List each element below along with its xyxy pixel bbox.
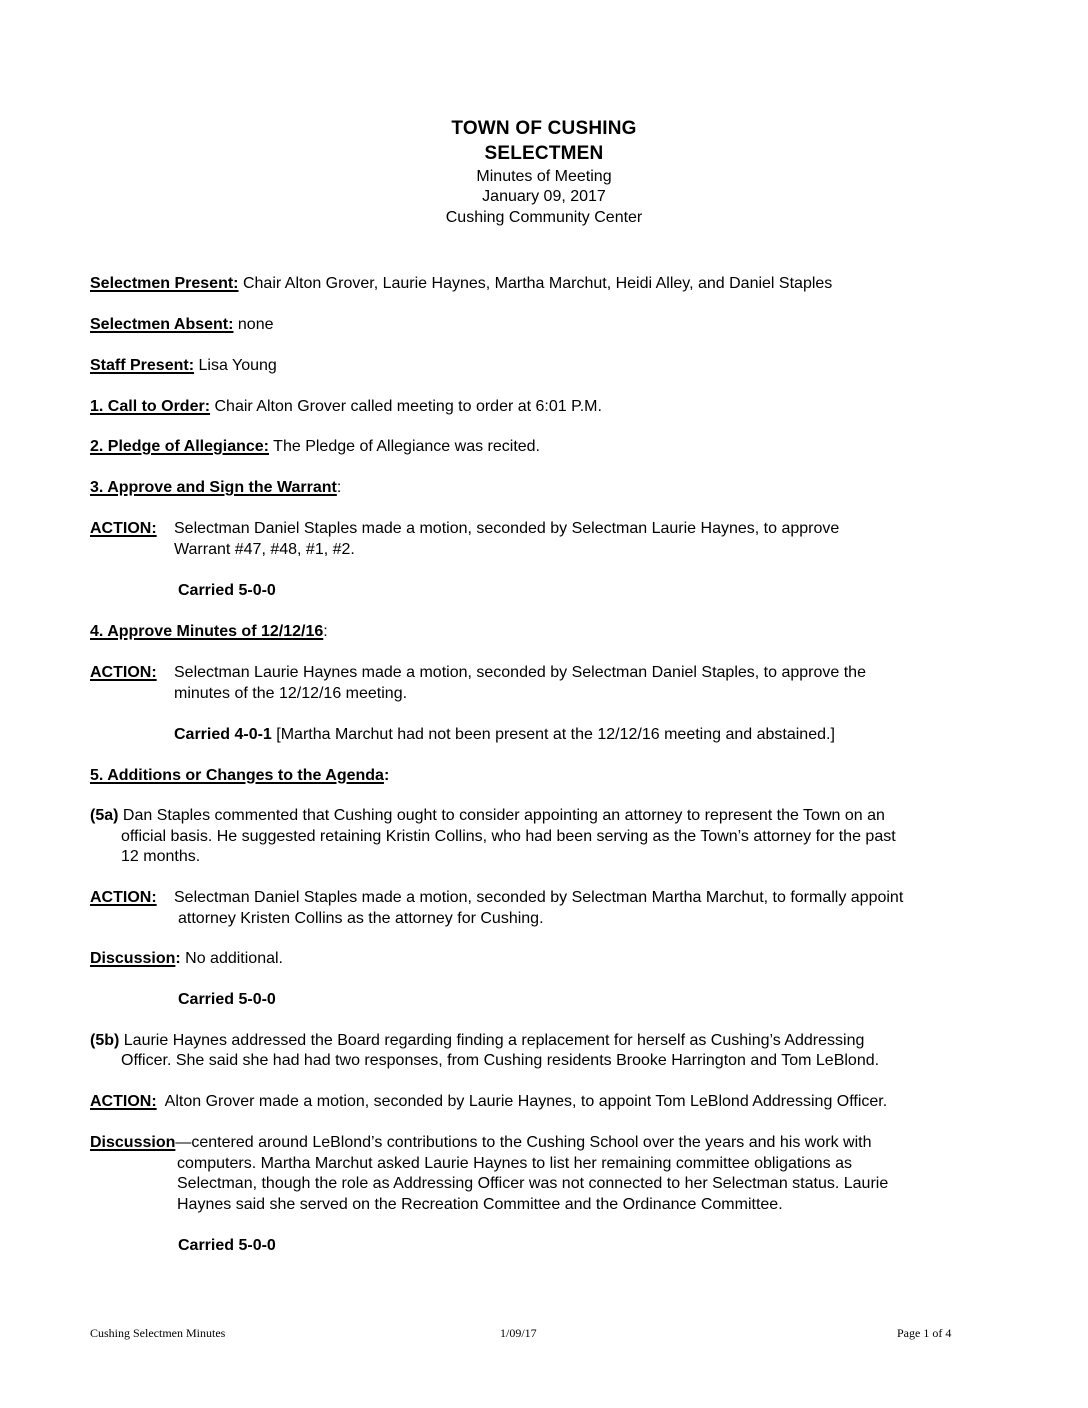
minutes-vote-note: [Martha Marchut had not been present at the 12/12/16 meeting and abstained.] <box>276 726 835 743</box>
selectmen-present-value: Chair Alton Grover, Laurie Haynes, Martha Marchut, Heidi Alley, and Daniel Staples <box>242 275 833 292</box>
5a-discussion-text: No additional. <box>185 950 283 967</box>
5b-action-label: ACTION: <box>90 1093 157 1110</box>
warrant-action-label: ACTION: <box>90 520 157 537</box>
selectmen-absent <box>90 315 274 336</box>
5a-action-line-1: Selectman Daniel Staples made a motion, seconded by Selectman Martha Marchut, to formally appoint <box>174 889 904 906</box>
5b-discussion-line-2: computers. Martha Marchut asked Laurie Haynes to list her remaining committee obligations as <box>177 1155 852 1172</box>
5b-action-text: Alton Grover made a motion, seconded by Laurie Haynes, to appoint Tom LeBlond Addressing Officer. <box>164 1093 888 1110</box>
meeting-location: Cushing Community Center <box>445 209 643 226</box>
item-warrant-heading: 3. Approve and Sign the Warrant: <box>90 479 342 496</box>
call-to-order-text: Chair Alton Grover called meeting to order at 6:01 P.M. <box>214 398 602 415</box>
footer-title: Cushing Selectmen Minutes <box>90 1326 226 1340</box>
minutes-action-label: ACTION: <box>90 664 157 681</box>
staff-present-value: Lisa Young <box>198 357 277 374</box>
board-title: SELECTMEN <box>484 143 604 164</box>
item-pledge <box>90 437 540 458</box>
5b-discussion-line-1 <box>90 1133 871 1154</box>
item-agenda-heading: 5. Additions or Changes to the Agenda: <box>90 767 390 784</box>
minutes-action-line-2: minutes of the 12/12/16 meeting. <box>174 685 408 702</box>
5b-discussion-line-3: Selectman, though the role as Addressing Officer was not connected to her Selectman status. Laurie <box>177 1175 889 1192</box>
item-call-to-order <box>90 397 602 418</box>
item-5a-tag: (5a) <box>90 807 119 824</box>
5a-action-label: ACTION: <box>90 889 157 906</box>
item-5b-text-1: Laurie Haynes addressed the Board regarding finding a replacement for herself as Cushing’s Addressing <box>123 1032 865 1049</box>
staff-present-label: Staff Present: <box>90 357 195 374</box>
warrant-vote: Carried 5-0-0 <box>178 582 276 599</box>
item-5b-line-2: Officer. She said she had had two responses, from Cushing residents Brooke Harrington and Tom LeBlond. <box>121 1052 880 1069</box>
staff-present <box>90 356 277 377</box>
5a-discussion: Discussion: No additional. <box>90 950 283 967</box>
selectmen-absent-value: none <box>237 316 274 333</box>
5b-discussion-line-4: Haynes said she served on the Recreation Committee and the Ordinance Committee. <box>177 1196 783 1213</box>
minutes-action-line-1: Selectman Laurie Haynes made a motion, seconded by Selectman Daniel Staples, to approve the <box>174 664 866 681</box>
5b-discussion-text-1: —centered around LeBlond’s contributions to the Cushing School over the years and his work with <box>175 1134 872 1151</box>
5b-discussion-label: Discussion <box>90 1134 176 1151</box>
item-5a-line-1 <box>90 806 885 827</box>
selectmen-present-label: Selectmen Present: <box>90 275 239 292</box>
warrant-label: 3. Approve and Sign the Warrant <box>90 479 337 496</box>
footer-date: 1/09/17 <box>500 1326 537 1340</box>
5a-vote: Carried 5-0-0 <box>178 991 276 1008</box>
minutes-vote <box>174 725 835 746</box>
item-5b-line-1 <box>90 1031 864 1052</box>
pledge-label: 2. Pledge of Allegiance: <box>90 438 270 455</box>
5a-action-line-2: attorney Kristen Collins as the attorney for Cushing. <box>178 910 544 927</box>
minutes-label: 4. Approve Minutes of 12/12/16 <box>90 623 324 640</box>
item-5b-tag: (5b) <box>90 1032 120 1049</box>
call-to-order-label: 1. Call to Order: <box>90 398 211 415</box>
doc-type: Minutes of Meeting <box>476 168 612 185</box>
5b-vote: Carried 5-0-0 <box>178 1237 276 1254</box>
selectmen-present <box>90 274 832 295</box>
minutes-vote-result: Carried 4-0-1 <box>174 726 272 743</box>
item-minutes-heading: 4. Approve Minutes of 12/12/16: <box>90 623 328 640</box>
5b-action <box>90 1092 887 1113</box>
meeting-date: January 09, 2017 <box>482 188 606 205</box>
item-5a-line-3: 12 months. <box>121 848 201 865</box>
agenda-label: 5. Additions or Changes to the Agenda <box>90 767 384 784</box>
footer-page-number: Page 1 of 4 <box>897 1326 952 1340</box>
town-title: TOWN OF CUSHING <box>451 118 637 139</box>
item-5a-text-1: Dan Staples commented that Cushing ought to consider appointing an attorney to represent the Town on an <box>122 807 885 824</box>
5a-discussion-label: Discussion <box>90 950 176 967</box>
item-5a-line-2: official basis. He suggested retaining Kristin Collins, who had been serving as the Town’s attorney for the past <box>121 828 896 845</box>
selectmen-absent-label: Selectmen Absent: <box>90 316 234 333</box>
pledge-text: The Pledge of Allegiance was recited. <box>273 438 540 455</box>
warrant-action-line-1: Selectman Daniel Staples made a motion, seconded by Selectman Laurie Haynes, to approve <box>174 520 840 537</box>
warrant-action-line-2: Warrant #47, #48, #1, #2. <box>174 541 355 558</box>
